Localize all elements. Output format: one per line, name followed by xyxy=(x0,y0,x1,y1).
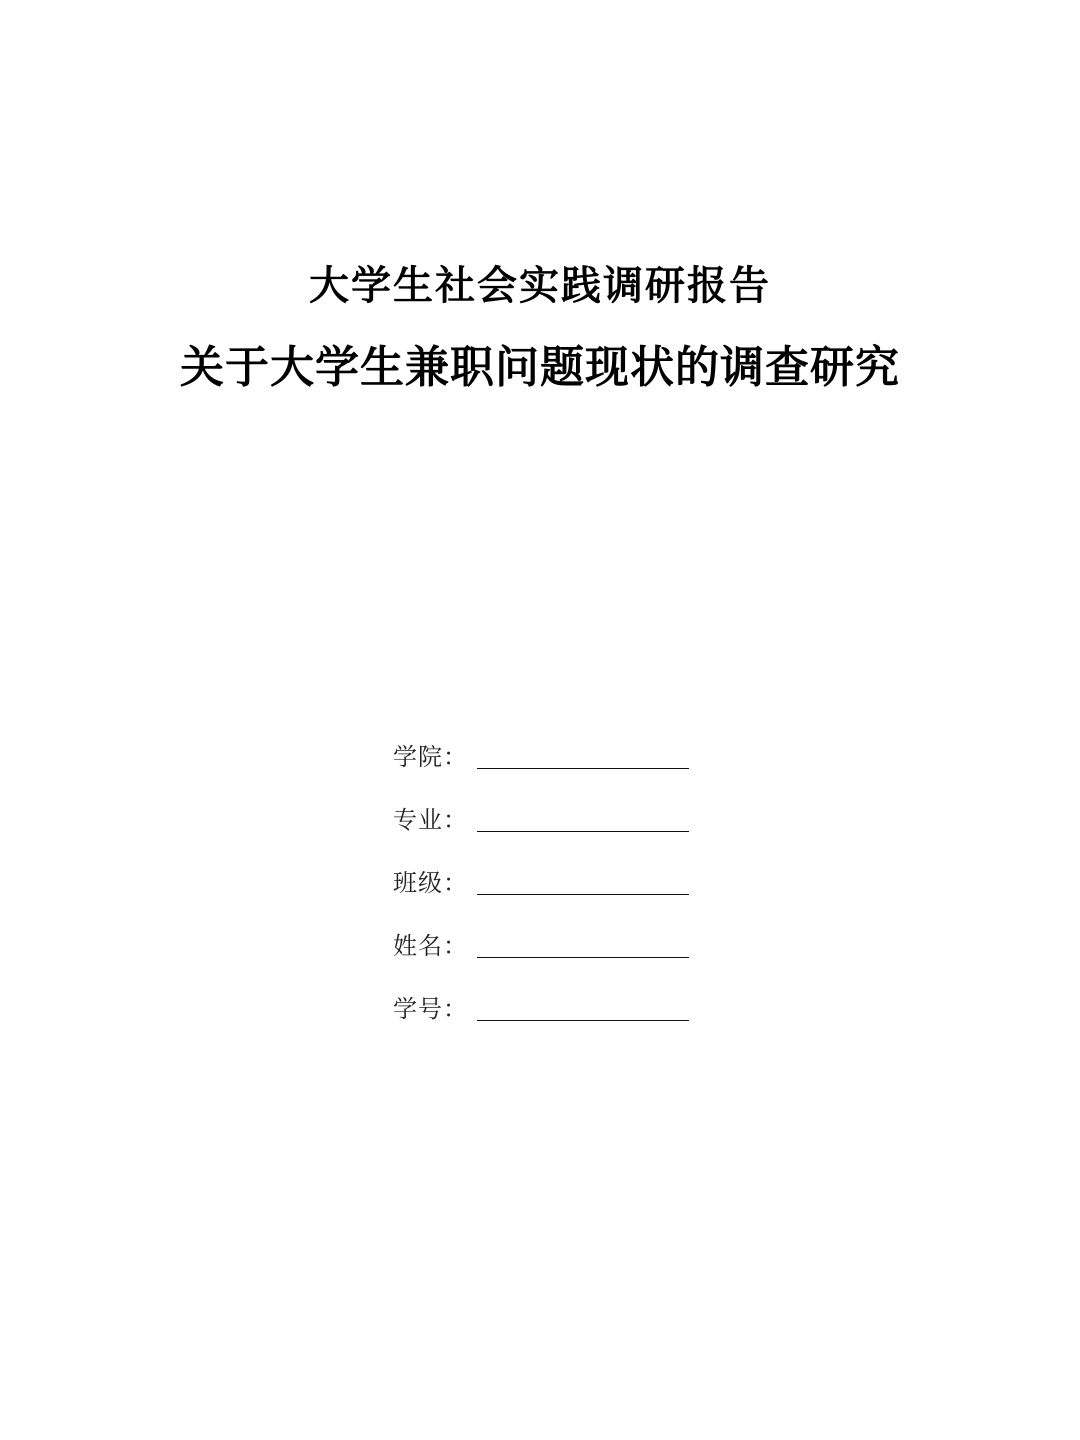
student-id-field-row xyxy=(393,992,693,1032)
name-field-row xyxy=(393,929,693,969)
student-id-label: 学号： xyxy=(393,995,468,1023)
class-blank-line xyxy=(477,894,689,895)
name-label: 姓名： xyxy=(393,932,468,960)
major-blank-line xyxy=(477,831,689,832)
name-blank-line xyxy=(477,957,689,958)
major-field-row xyxy=(393,803,693,843)
student-id-blank-line xyxy=(477,1020,689,1021)
college-label: 学院： xyxy=(393,743,468,771)
college-field-row xyxy=(393,740,693,780)
college-blank-line xyxy=(477,768,689,769)
major-label: 专业： xyxy=(393,806,468,834)
class-field-row xyxy=(393,866,693,906)
report-title: 大学生社会实践调研报告 xyxy=(309,262,771,309)
report-subtitle: 关于大学生兼职问题现状的调查研究 xyxy=(180,342,900,393)
class-label: 班级： xyxy=(393,869,468,897)
